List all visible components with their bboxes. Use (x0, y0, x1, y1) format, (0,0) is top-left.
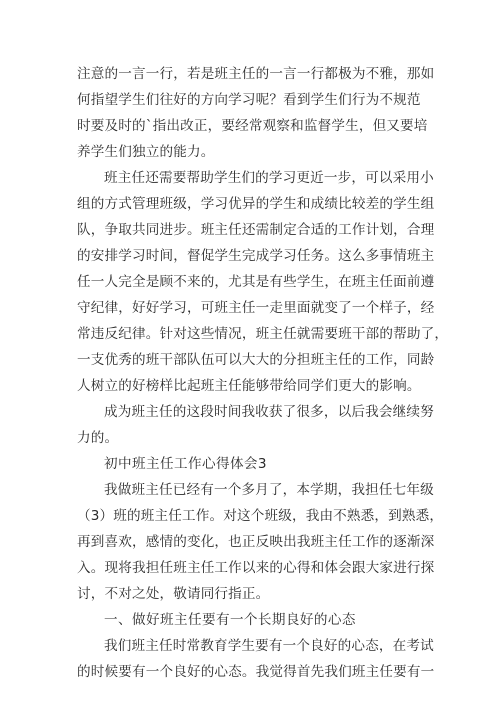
paragraph-line: （3）班的班主任工作。对这个班级，我由不熟悉，到熟悉， (77, 508, 444, 524)
paragraph-line: 班主任还需要帮助学生们的学习更近一步，可以采用小 (104, 170, 434, 186)
paragraph-line: 任一人完全是顾不来的，尤其是有些学生，在班主任面前遵 (77, 274, 435, 290)
paragraph-line: 入。现将我担任班主任工作以来的心得和体会跟大家进行探 (77, 560, 435, 576)
paragraph-line: 常违反纪律。针对这些情况，班主任就需要班干部的帮助了， (77, 326, 449, 342)
paragraph-line: 守纪律，好好学习，可班主任一走里面就变了一个样子，经 (77, 300, 435, 316)
paragraph-line: 时要及时的`指出改正，要经常观察和监督学生，但又要培 (77, 118, 428, 134)
paragraph-line: 力的。 (77, 430, 119, 446)
paragraph-line: 组的方式管理班级，学习优异的学生和成绩比较差的学生组 (77, 196, 435, 212)
subsection-heading: 一、做好班主任要有一个长期良好的心态 (104, 612, 356, 628)
paragraph-line: 讨，不对之处，敬请同行指正。 (77, 586, 270, 602)
paragraph-line: 再到喜欢，感情的变化，也正反映出我班主任工作的逐渐深 (77, 534, 435, 550)
paragraph-line: 养学生们独立的能力。 (77, 144, 215, 160)
paragraph-line: 队，争取共同进步。班主任还需制定合适的工作计划，合理 (77, 222, 435, 238)
paragraph-line: 我做班主任已经有一个多月了，本学期，我担任七年级 (104, 482, 434, 498)
paragraph-line: 注意的一言一行，若是班主任的一言一行都极为不雅，那如 (77, 66, 435, 82)
paragraph-line: 的时候要有一个良好的心态。我觉得首先我们班主任要有一 (77, 664, 435, 680)
paragraph-line: 的安排学习时间，督促学生完成学习任务。这么多事情班主 (77, 248, 435, 264)
section-title: 初中班主任工作心得体会3 (104, 456, 267, 472)
paragraph-line: 我们班主任时常教育学生要有一个良好的心态，在考试 (104, 638, 434, 654)
paragraph-line: 成为班主任的这段时间我收获了很多，以后我会继续努 (104, 404, 434, 420)
paragraph-line: 人树立的好榜样比起班主任能够带给同学们更大的影响。 (77, 378, 421, 394)
paragraph-line: 一支优秀的班干部队伍可以大大的分担班主任的工作，同龄 (77, 352, 435, 368)
paragraph-line: 何指望学生们往好的方向学习呢？看到学生们行为不规范 (77, 92, 421, 108)
